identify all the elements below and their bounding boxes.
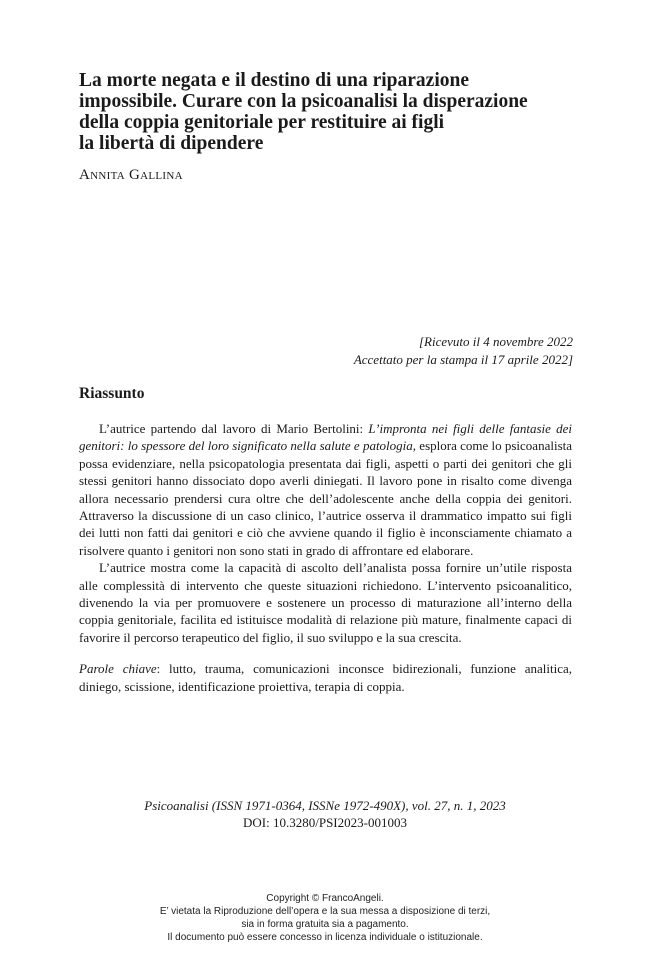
keywords-list: : lutto, trauma, comunicazioni inconsce bidirezionali, funzione analitica, diniego, scissione, identificazione proiettiva, terapia di coppia. bbox=[79, 661, 572, 694]
copyright-notice bbox=[0, 892, 650, 944]
copyright-line: sia in forma gratuita sia a pagamento. bbox=[241, 919, 409, 930]
article-title bbox=[79, 70, 599, 154]
abstract-paragraph-1 bbox=[79, 420, 572, 559]
copyright-line: Copyright © FrancoAngeli. bbox=[266, 893, 384, 904]
abstract-text: L’autrice partendo dal lavoro di Mario Bertolini: bbox=[99, 421, 369, 436]
submission-dates bbox=[354, 333, 573, 369]
abstract-text: esplora come lo psicoanalista possa evidenziare, nella psicopatologia presentata dai figli, aspetti o parti dei genitori che gli stessi genitori hanno dissociato dopo averli diniegati. Il lavoro pone in risalto come divenga allora necessario prendersi cura oltre che dell’adolescente anche della coppia dei genitori. Attraverso la discussione di un caso clinico, l’autrice osserva il drammatico impatto sui figli dei lutti non fatti dai genitori e ciò che avviene quando il figlio è inconsciamente chiamato a risolvere quanto i genitori non sono stati in grado di affrontare ed elaborare. bbox=[79, 438, 573, 558]
abstract-paragraph-2: L’autrice mostra come la capacità di ascolto dell’analista possa fornire un’utile risposta alle complessità di intervento che queste situazioni richiedono. L’intervento psicoanalitico, divenendo la via per promuovere e sostenere un processo di maturazione all’interno della coppia genitoriale, facilita ed istituisce modalità di relazione più mature, finalmente capaci di favorire il percorso terapeutico del figlio, il suo sviluppo e la sua crescita. bbox=[79, 560, 572, 645]
keywords bbox=[79, 660, 572, 695]
author-name: Annita Gallina bbox=[79, 167, 183, 183]
title-line: La morte negata e il destino di una riparazione bbox=[79, 70, 469, 91]
journal-citation: Psicoanalisi (ISSN 1971-0364, ISSNe 1972-490X), vol. 27, n. 1, 2023 bbox=[144, 798, 506, 813]
title-line: impossibile. Curare con la psicoanalisi la disperazione bbox=[79, 91, 528, 112]
title-line: della coppia genitoriale per restituire ai figli bbox=[79, 112, 445, 133]
copyright-line: Il documento può essere concesso in licenza individuale o istituzionale. bbox=[167, 932, 483, 943]
keywords-label: Parole chiave bbox=[79, 661, 157, 677]
copyright-line: E’ vietata la Riproduzione dell’opera e la sua messa a disposizione di terzi, bbox=[159, 906, 491, 917]
cited-work-title: L’impronta nei figli delle fantasie dei genitori: lo spessore del loro significato nella salute e patologia, bbox=[79, 421, 573, 454]
accepted-date: Accettato per la stampa il 17 aprile 2022] bbox=[353, 352, 573, 367]
doi: DOI: 10.3280/PSI2023-001003 bbox=[243, 815, 407, 830]
abstract-heading: Riassunto bbox=[79, 385, 145, 402]
abstract-body bbox=[79, 420, 572, 695]
journal-info bbox=[0, 797, 650, 831]
received-date: [Ricevuto il 4 novembre 2022 bbox=[418, 334, 573, 349]
title-line: la libertà di dipendere bbox=[79, 133, 264, 154]
